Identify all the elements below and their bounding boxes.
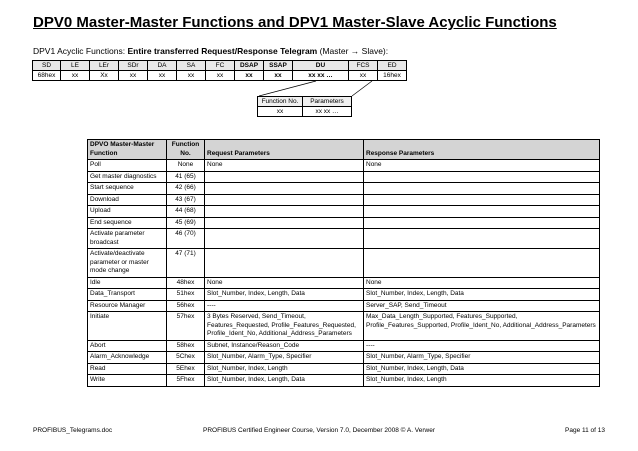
table-cell <box>364 206 600 218</box>
du-connector-left <box>259 81 316 96</box>
footer-page-number: Page 11 of 13 <box>565 427 605 434</box>
subtitle-bold: Entire transferred Request/Response Telegram <box>127 46 318 56</box>
table-cell <box>364 217 600 229</box>
subtitle-suffix: (Master → Slave): <box>319 46 389 56</box>
table-cell: Slot_Number, Index, Length <box>205 363 364 375</box>
du-detail-table <box>257 96 352 117</box>
table-cell: Activate parameter broadcast <box>88 229 167 249</box>
table-cell <box>205 229 364 249</box>
table-row <box>88 171 600 183</box>
frame-header-cell: SD <box>33 61 61 71</box>
frame-value-cell: 16hex <box>378 71 407 81</box>
frame-header-cell: DA <box>148 61 177 71</box>
du-header-cell: Function No. <box>258 97 303 107</box>
table-row <box>88 340 600 352</box>
table-cell: 57hex <box>167 312 205 341</box>
frame-value-cell: xx <box>177 71 206 81</box>
table-cell: 46 (70) <box>167 229 205 249</box>
footer-filename: PROFIBUS_Telegrams.doc <box>33 427 113 434</box>
du-value-row <box>258 107 352 117</box>
table-cell <box>205 194 364 206</box>
table-cell: Write <box>88 375 167 387</box>
column-header: Response Parameters <box>364 140 600 160</box>
table-cell: Abort <box>88 340 167 352</box>
table-cell: Slot_Number, Alarm_Type, Specifier <box>364 352 600 364</box>
table-cell <box>364 183 600 195</box>
function-table-header <box>88 140 600 160</box>
frame-value-cell: xx <box>119 71 148 81</box>
table-cell: 58hex <box>167 340 205 352</box>
table-cell: 51hex <box>167 289 205 301</box>
table-cell: 5Chex <box>167 352 205 364</box>
du-header-row <box>258 97 352 107</box>
du-header-cell: Parameters <box>303 97 352 107</box>
table-cell: Subnet, Instance/Reason_Code <box>205 340 364 352</box>
frame-header-cell: LE <box>61 61 90 71</box>
table-cell: 41 (65) <box>167 171 205 183</box>
table-cell: 42 (66) <box>167 183 205 195</box>
table-cell: None <box>167 160 205 172</box>
table-cell: Server_SAP, Send_Timeout <box>364 300 600 312</box>
table-row <box>88 300 600 312</box>
table-cell: 5Fhex <box>167 375 205 387</box>
page-footer <box>33 427 605 437</box>
table-row <box>88 183 600 195</box>
du-value-cell: xx xx … <box>303 107 352 117</box>
table-cell: 48hex <box>167 277 205 289</box>
column-header: Function No. <box>167 140 205 160</box>
table-cell: ---- <box>205 300 364 312</box>
frame-value-cell: xx xx … <box>293 71 349 81</box>
frame-header-cell: FCS <box>349 61 378 71</box>
table-row <box>88 375 600 387</box>
table-row <box>88 206 600 218</box>
du-connector-right <box>352 81 372 96</box>
table-cell: None <box>205 160 364 172</box>
table-cell: Data_Transport <box>88 289 167 301</box>
table-row <box>88 312 600 341</box>
frame-value-cell: xx <box>264 71 293 81</box>
table-cell: 44 (68) <box>167 206 205 218</box>
table-row <box>88 229 600 249</box>
subtitle-prefix: DPV1 Acyclic Functions: <box>33 46 126 56</box>
table-cell <box>205 183 364 195</box>
frame-value-cell: xx <box>148 71 177 81</box>
table-cell: Slot_Number, Index, Length <box>364 375 600 387</box>
table-cell: Resource Manager <box>88 300 167 312</box>
frame-value-cell: 68hex <box>33 71 61 81</box>
table-cell: Max_Data_Length_Supported, Features_Supported, Profile_Features_Supported, Profile_Ident_No, Additional_Address_Parameters <box>364 312 600 341</box>
table-cell: 47 (71) <box>167 249 205 278</box>
table-cell: Slot_Number, Index, Length, Data <box>364 289 600 301</box>
table-cell <box>205 249 364 278</box>
table-cell: ---- <box>364 340 600 352</box>
frame-header-cell: ED <box>378 61 407 71</box>
table-row <box>88 363 600 375</box>
frame-header-cell: FC <box>206 61 235 71</box>
frame-header-cell: SA <box>177 61 206 71</box>
table-cell: 43 (67) <box>167 194 205 206</box>
table-cell <box>205 206 364 218</box>
table-row <box>88 277 600 289</box>
frame-value-cell: Xx <box>90 71 119 81</box>
table-cell: Initiate <box>88 312 167 341</box>
table-cell: Slot_Number, Index, Length, Data <box>364 363 600 375</box>
frame-header-cell: SDr <box>119 61 148 71</box>
table-cell <box>205 171 364 183</box>
function-table <box>87 139 600 387</box>
table-cell: None <box>364 160 600 172</box>
table-cell <box>205 217 364 229</box>
frame-header-cell: DU <box>293 61 349 71</box>
frame-header-cell: SSAP <box>264 61 293 71</box>
column-header: DPVO Master-Master Function <box>88 140 167 160</box>
table-cell: 5Ehex <box>167 363 205 375</box>
table-row <box>88 352 600 364</box>
footer-course: PROFIBUS Certified Engineer Course, Version 7.0, December 2008 © A. Verwer <box>203 427 436 434</box>
table-cell: 56hex <box>167 300 205 312</box>
table-cell: Slot_Number, Index, Length, Data <box>205 375 364 387</box>
table-cell: None <box>364 277 600 289</box>
table-cell: Upload <box>88 206 167 218</box>
frame-value-cell: xx <box>349 71 378 81</box>
column-header: Request Parameters <box>205 140 364 160</box>
table-cell: Idle <box>88 277 167 289</box>
table-cell: Start sequence <box>88 183 167 195</box>
table-row <box>88 160 600 172</box>
frame-header-cell: LEr <box>90 61 119 71</box>
table-cell <box>364 249 600 278</box>
table-row <box>88 194 600 206</box>
du-value-cell: xx <box>258 107 303 117</box>
table-cell: Activate/deactivate parameter or master mode change <box>88 249 167 278</box>
table-cell: Download <box>88 194 167 206</box>
table-cell: 3 Bytes Reserved, Send_Timeout, Features_Requested, Profile_Features_Requested, Profile_Ident_No, Additional_Address_Parameters <box>205 312 364 341</box>
table-cell: Slot_Number, Alarm_Type, Specifier <box>205 352 364 364</box>
frame-value-cell: xx <box>61 71 90 81</box>
table-cell: None <box>205 277 364 289</box>
table-cell: Get master diagnostics <box>88 171 167 183</box>
table-cell: Read <box>88 363 167 375</box>
table-cell: Slot_Number, Index, Length, Data <box>205 289 364 301</box>
table-row <box>88 289 600 301</box>
table-cell <box>364 171 600 183</box>
frame-header-cell: DSAP <box>235 61 264 71</box>
table-row <box>88 249 600 278</box>
page-title: DPV0 Master-Master Functions and DPV1 Master-Slave Acyclic Functions <box>33 14 557 31</box>
table-cell: Alarm_Acknowledge <box>88 352 167 364</box>
table-cell <box>364 229 600 249</box>
table-cell: End sequence <box>88 217 167 229</box>
table-cell: 45 (69) <box>167 217 205 229</box>
table-cell: Poll <box>88 160 167 172</box>
table-cell <box>364 194 600 206</box>
frame-value-cell: xx <box>206 71 235 81</box>
table-row <box>88 217 600 229</box>
frame-value-cell: xx <box>235 71 264 81</box>
